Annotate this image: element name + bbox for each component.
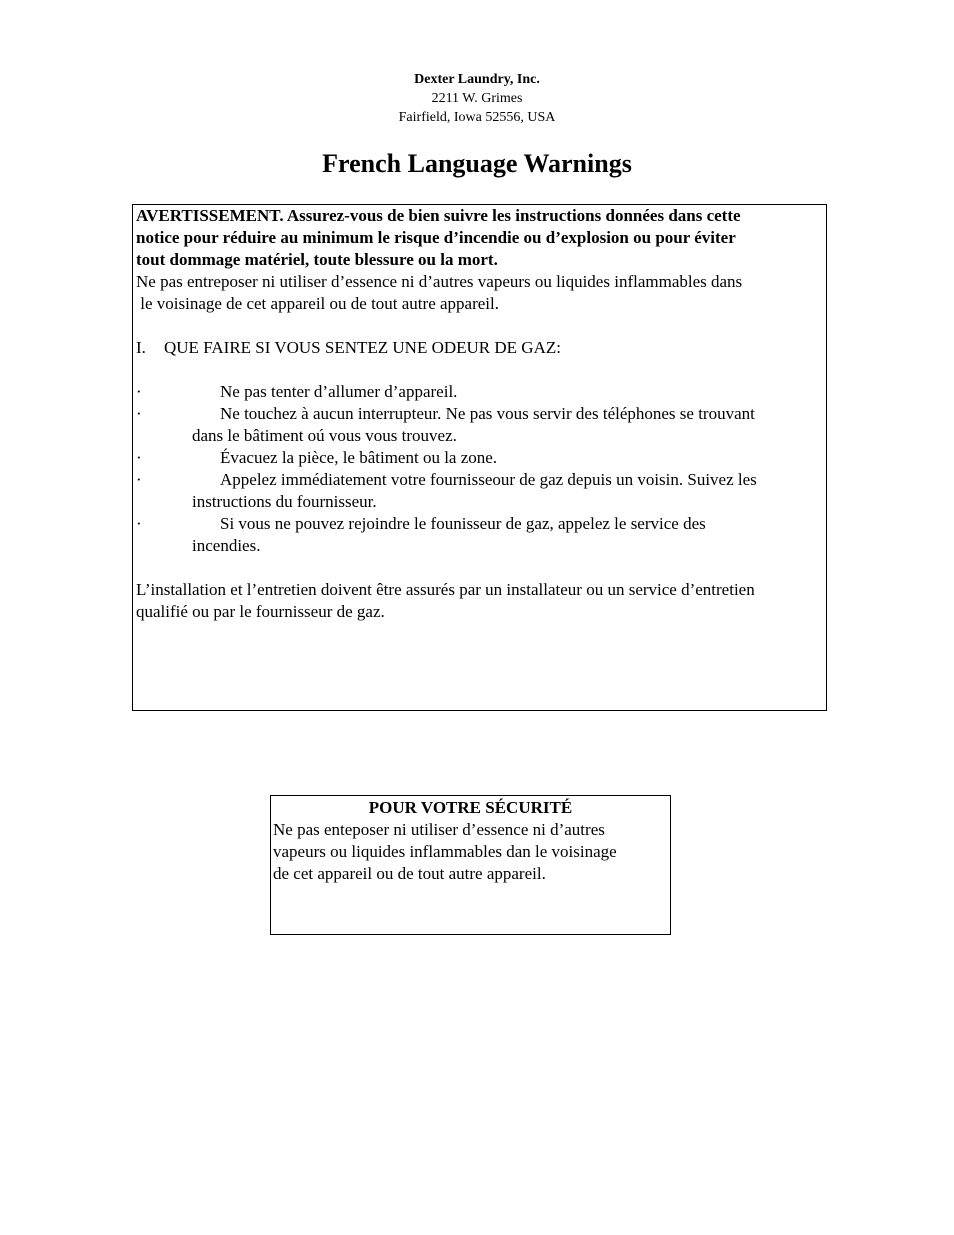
warning-heading-line-3: tout dommage matériel, toute blessure ou la mort. <box>136 250 498 269</box>
closing-line-1: L’installation et l’entretien doivent être assurés par un installateur ou un service d’entretien <box>136 580 755 599</box>
page-title: French Language Warnings <box>322 149 632 178</box>
bullet-marker: · <box>136 514 142 533</box>
warning-box <box>132 204 827 711</box>
bullet-marker: · <box>136 382 142 401</box>
safety-line-1: Ne pas enteposer ni utiliser d’essence ni d’autres <box>273 820 605 839</box>
company-city: Fairfield, Iowa 52556, USA <box>398 110 556 125</box>
company-street: 2211 W. Grimes <box>431 91 523 106</box>
bullet-marker: · <box>136 470 142 489</box>
bullet-item-continued: dans le bâtiment oú vous vous trouvez. <box>192 426 457 445</box>
section-title: QUE FAIRE SI VOUS SENTEZ UNE ODEUR DE GAZ: <box>164 338 561 357</box>
bullet-item-continued: incendies. <box>192 536 261 555</box>
section-number: I. <box>136 338 146 357</box>
company-name: Dexter Laundry, Inc. <box>414 72 540 87</box>
safety-line-3: de cet appareil ou de tout autre appareil. <box>273 864 546 883</box>
safety-line-2: vapeurs ou liquides inflammables dan le voisinage <box>273 842 617 861</box>
safety-heading: POUR VOTRE SÉCURITÉ <box>368 798 573 817</box>
closing-line-2: qualifié ou par le fournisseur de gaz. <box>136 602 385 621</box>
warning-intro-line-2: le voisinage de cet appareil ou de tout autre appareil. <box>136 294 499 313</box>
bullet-item: Ne pas tenter d’allumer d’appareil. <box>220 382 458 401</box>
bullet-item-continued: instructions du fournisseur. <box>192 492 377 511</box>
company-header <box>0 70 954 127</box>
bullet-item: Appelez immédiatement votre fournisseour de gaz depuis un voisin. Suivez les <box>220 470 757 489</box>
warning-heading-line-1: AVERTISSEMENT. Assurez-vous de bien suivre les instructions données dans cette <box>136 206 741 225</box>
bullet-item: Ne touchez à aucun interrupteur. Ne pas vous servir des téléphones se trouvant <box>220 404 755 423</box>
bullet-item: Si vous ne pouvez rejoindre le founisseur de gaz, appelez le service des <box>220 514 706 533</box>
bullet-marker: · <box>136 448 142 467</box>
bullet-marker: · <box>136 404 142 423</box>
warning-heading-line-2: notice pour réduire au minimum le risque d’incendie ou d’explosion ou pour éviter <box>136 228 736 247</box>
bullet-item: Évacuez la pièce, le bâtiment ou la zone. <box>220 448 498 467</box>
warning-intro-line-1: Ne pas entreposer ni utiliser d’essence ni d’autres vapeurs ou liquides inflammables dans <box>136 272 743 291</box>
safety-box <box>270 795 671 935</box>
